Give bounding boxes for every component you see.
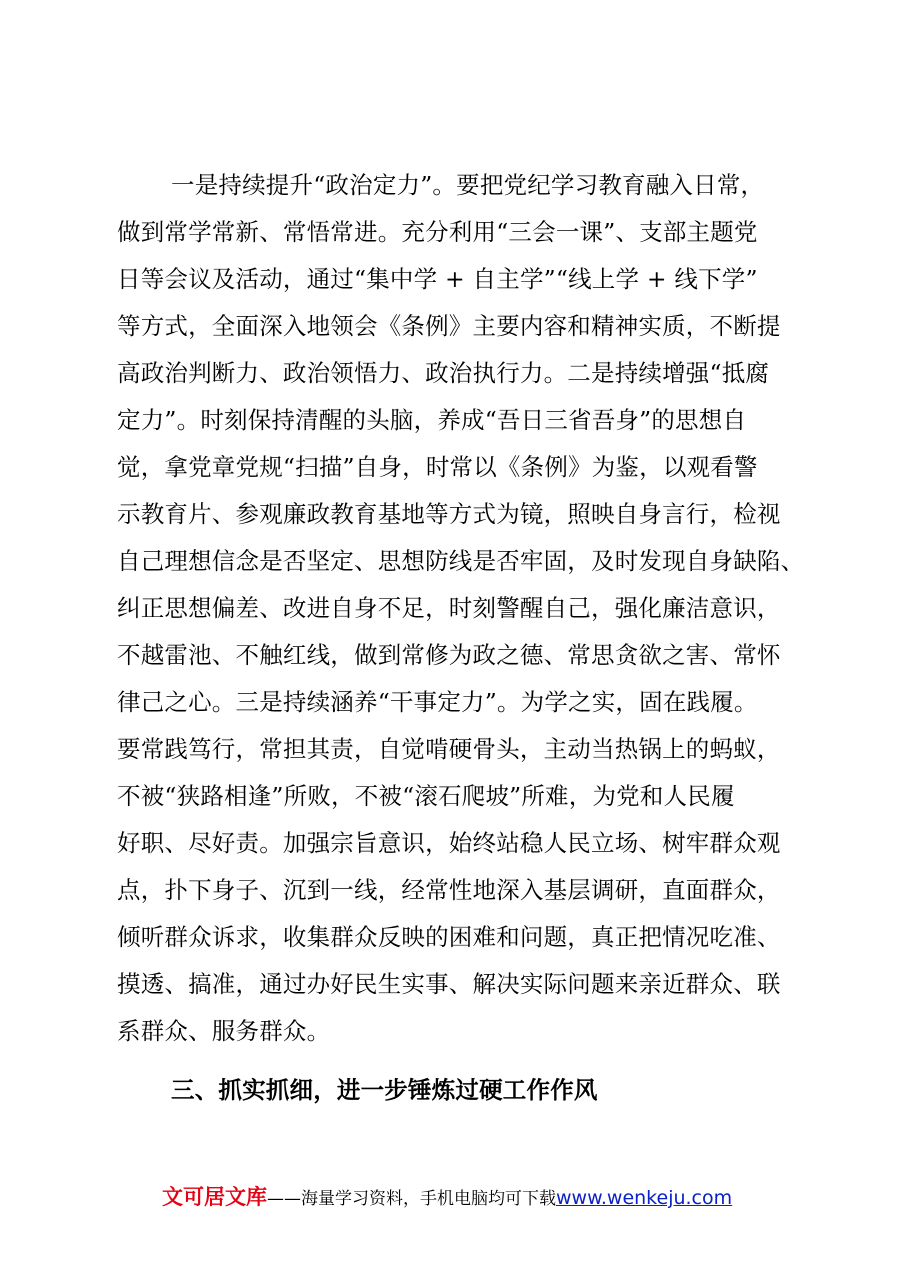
paragraph-line: 高政治判断力、政治领悟力、政治执行力。二是持续增强“抵腐 [117,359,770,387]
paragraph-line: 摸透、搞准，通过办好民生实事、解决实际问题来亲近群众、联 [117,970,781,998]
paragraph-line: 系群众、服务群众。 [117,1017,331,1045]
paragraph-line: 做到常学常新、常悟常进。充分利用“三会一课”、支部主题党 [117,218,758,246]
paragraph-line: 日等会议及活动，通过“集中学 + 自主学”“线上学 + 线下学” [117,265,758,293]
paragraph-line: 一是持续提升“政治定力”。要把党纪学习教育融入日常， [171,171,765,199]
paragraph-line: 定力”。时刻保持清醒的头脑，养成“吾日三省吾身”的思想自 [117,406,747,434]
paragraph-line: 倾听群众诉求，收集群众反映的困难和问题，真正把情况吃准、 [117,923,781,951]
paragraph-line: 好职、尽好责。加强宗旨意识，始终站稳人民立场、树牢群众观 [117,829,781,857]
footer-tagline: ——海量学习资料，手机电脑均可下载 [267,1189,556,1209]
paragraph-line: 点，扑下身子、沉到一线，经常性地深入基层调研，直面群众， [117,876,781,904]
section-heading: 三、抓实抓细，进一步锤炼过硬工作作风 [171,1076,598,1104]
paragraph-line: 要常践笃行，常担其责，自觉啃硬骨头，主动当热锅上的蚂蚁， [117,735,781,763]
paragraph-line: 自己理想信念是否坚定、思想防线是否牢固，及时发现自身缺陷、 [117,547,805,575]
paragraph-line: 觉，拿党章党规“扫描”自身，时常以《条例》为鉴，以观看警 [117,453,758,481]
paragraph-line: 不被“狭路相逢”所败，不被“滚石爬坡”所难，为党和人民履 [117,782,735,810]
paragraph-line: 不越雷池、不触红线，做到常修为政之德、常思贪欲之害、常怀 [117,641,781,669]
paragraph-line: 律己之心。三是持续涵养“干事定力”。为学之实，固在践履。 [117,688,758,716]
footer-website-link[interactable]: www.wenkeju.com [556,1187,733,1209]
paragraph-line: 纠正思想偏差、改进自身不足，时刻警醒自己，强化廉洁意识， [117,594,781,622]
footer-brand: 文可居文库 [162,1185,267,1209]
paragraph-line: 等方式，全面深入地领会《条例》主要内容和精神实质，不断提 [117,312,781,340]
footer-banner [162,1183,732,1211]
paragraph-line: 示教育片、参观廉政教育基地等方式为镜，照映自身言行，检视 [117,500,781,528]
